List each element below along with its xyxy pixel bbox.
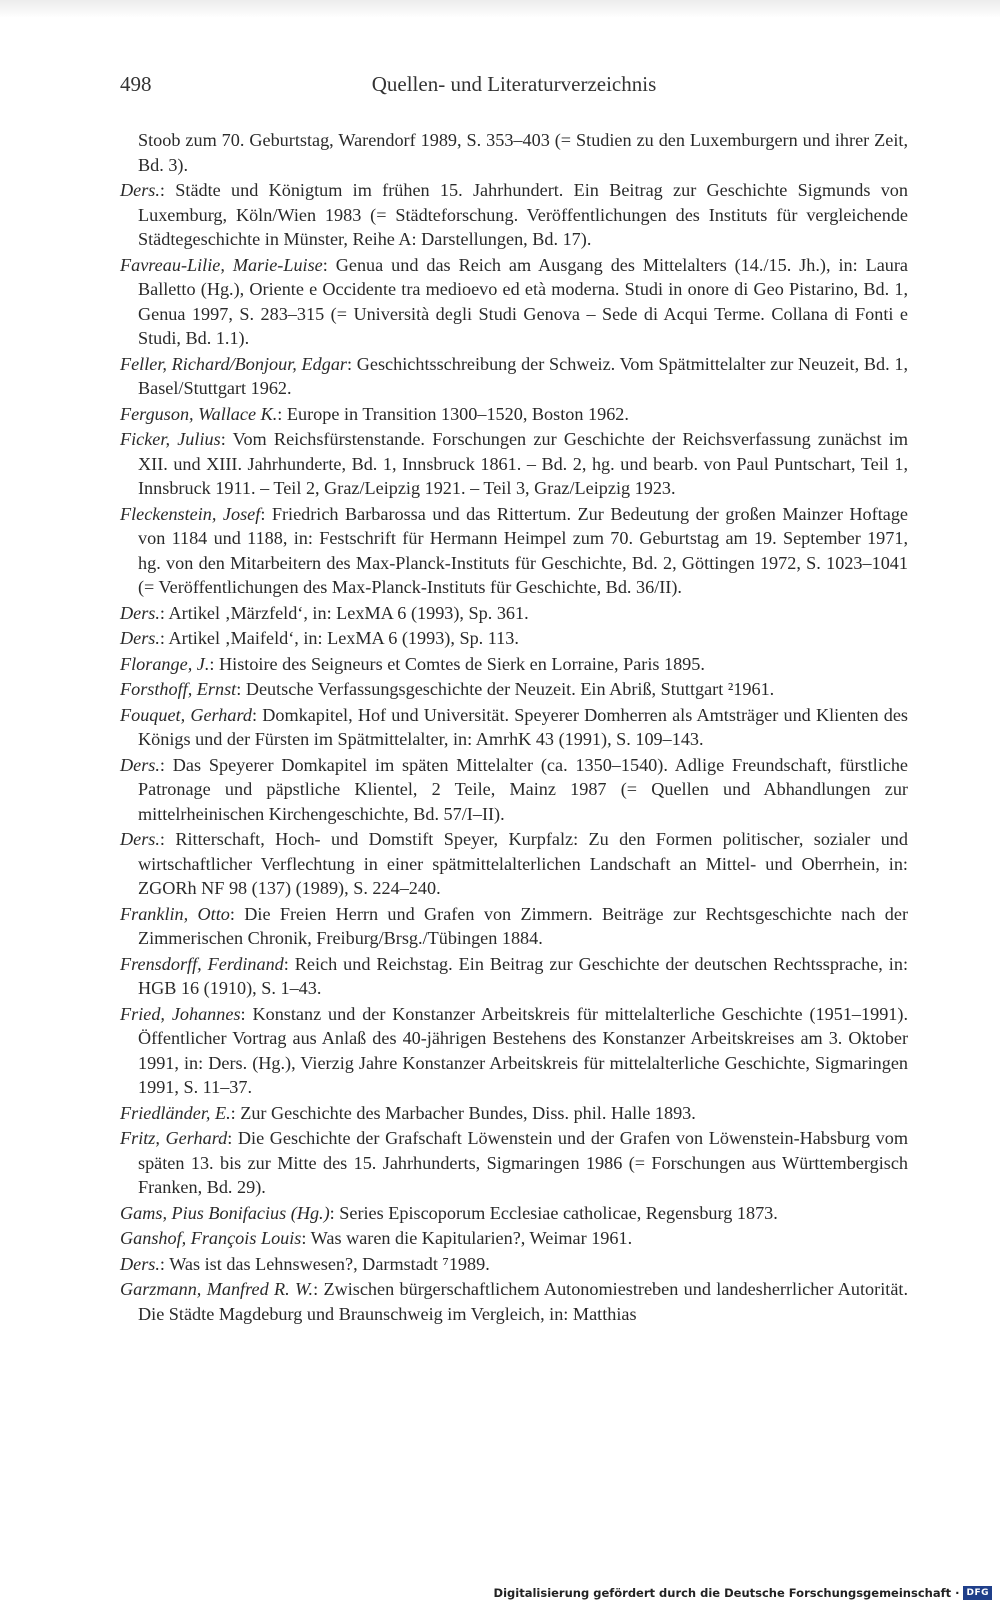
bibliography-entry: [120, 1252, 908, 1277]
entry-text: : Das Speyerer Domkapitel im späten Mittelalter (ca. 1350–1540). Adlige Freundschaft, fürstliche Patronage und päpstliche Klientel, 2 Teile, Mainz 1987 (= Quellen und Abhandlungen zur mittelrheinischen Kirchengeschichte, Bd. 57/I–II).: [138, 754, 908, 824]
entry-author: Fried, Johannes: [120, 1003, 241, 1024]
entry-text: : Vom Reichsfürstenstande. Forschungen zur Geschichte der Reichsverfassung zunächst im XII. und XIII. Jahrhunderte, Bd. 1, Innsbruck 1861. – Bd. 2, hg. und bearb. von Paul Puntschart, Teil 1, Innsbruck 1911. – Teil 2, Graz/Leipzig 1921. – Teil 3, Graz/Leipzig 1923.: [138, 429, 908, 498]
entry-author: Fleckenstein, Josef: [120, 503, 261, 524]
footer-text: Digitalisierung gefördert durch die Deutsche Forschungsgemeinschaft ·: [493, 1586, 960, 1600]
entry-text: : Was waren die Kapitularien?, Weimar 1961.: [301, 1228, 633, 1248]
entry-author: Favreau-Lilie, Marie-Luise: [120, 254, 323, 275]
bibliography-entry: [120, 1002, 908, 1100]
bibliography-entry: [120, 677, 908, 702]
entry-text: Stoob zum 70. Geburtstag, Warendorf 1989, S. 353–403 (= Studien zu den Luxemburgern und ihrer Zeit, Bd. 3).: [138, 130, 908, 175]
entry-author: Fritz, Gerhard: [120, 1128, 228, 1148]
bibliography-entry: [120, 253, 908, 351]
bibliography-entry: [120, 402, 908, 427]
entry-text: : Die Freien Herrn und Grafen von Zimmern. Beiträge zur Rechtsgeschichte nach der Zimmerischen Chronik, Freiburg/Brsg./Tübingen 1884.: [138, 903, 909, 948]
bibliography-entry: [120, 703, 908, 752]
entry-author: Ders.: [120, 754, 160, 775]
entry-text: : Geschichtsschreibung der Schweiz. Vom Spätmittelalter zur Neuzeit, Bd. 1, Basel/Stuttgart 1962.: [138, 353, 909, 398]
entry-author: Ders.: [120, 180, 160, 200]
entry-text: : Die Geschichte der Grafschaft Löwenstein und der Grafen von Löwenstein-Habsburg vom späten 13. bis zur Mitte des 15. Jahrhunderts, Sigmaringen 1986 (= Forschungen aus Württembergisch Franken, Bd. 29).: [138, 1128, 909, 1197]
entry-author: Friedländer, E.: [120, 1102, 231, 1123]
entry-author: Gams, Pius Bonifacius (Hg.): [120, 1202, 330, 1223]
page-header: [120, 72, 908, 102]
entry-author: Forsthoff, Ernst: [120, 679, 237, 699]
bibliography-entry: [120, 1201, 908, 1226]
bibliography-entry: [120, 1126, 908, 1200]
entry-author: Ders.: [120, 628, 160, 648]
bibliography-entry: [120, 902, 908, 951]
entry-text: : Histoire des Seigneurs et Comtes de Sierk en Lorraine, Paris 1895.: [209, 653, 705, 674]
entry-text: : Konstanz und der Konstanzer Arbeitskreis für mittelalterliche Geschichte (1951–1991). Öffentlicher Vortrag aus Anlaß des 40-jährigen Bestehens des Konstanzer Arbeitskreises am 3. Oktober 1991, in: Ders. (Hg.), Vierzig Jahre Konstanzer Arbeitskreis für mittelalterliche Geschichte, Sigmaringen 1991, S. 11–37.: [138, 1003, 908, 1097]
page-number: 498: [120, 72, 152, 96]
footer-credit: [494, 1583, 992, 1603]
entry-author: Ficker, Julius: [120, 429, 221, 449]
running-title: Quellen- und Literaturverzeichnis: [371, 72, 657, 96]
entry-text: : Friedrich Barbarossa und das Rittertum. Zur Bedeutung der großen Mainzer Hoftage von 1184 und 1188, in: Festschrift für Hermann Heimpel zum 70. Geburtstag am 19. September 1971, hg. von den Mitarbeitern des Max-Planck-Instituts für Geschichte, Bd. 2, Göttingen 1972, S. 1023–1041 (= Veröffentlichungen des Max-Planck-Instituts für Geschichte, Bd. 36/II).: [138, 503, 908, 597]
dfg-logo-icon: DFG: [963, 1586, 992, 1600]
entry-text: : Series Episcoporum Ecclesiae catholicae, Regensburg 1873.: [329, 1202, 778, 1223]
bibliography-entry: [120, 427, 908, 501]
bibliography-entry: [120, 1277, 908, 1326]
bibliography-entry: [120, 601, 908, 626]
entry-author: Ders.: [120, 602, 160, 623]
entry-author: Garzmann, Manfred R. W.: [120, 1279, 314, 1299]
bibliography-entry: [120, 1226, 908, 1251]
bibliography-entry: [120, 128, 908, 177]
scan-edge-shadow: [0, 0, 1000, 18]
entry-text: : Domkapitel, Hof und Universität. Speyerer Domherren als Amtsträger und Klienten des Königs und der Fürsten im Spätmittelalter, in: AmrhK 43 (1991), S. 109–143.: [138, 704, 909, 749]
entry-author: Ganshof, François Louis: [120, 1228, 302, 1248]
bibliography-entry: [120, 178, 908, 252]
entry-text: : Zur Geschichte des Marbacher Bundes, Diss. phil. Halle 1893.: [230, 1102, 696, 1123]
entry-author: Fouquet, Gerhard: [120, 704, 252, 725]
entry-author: Florange, J.: [120, 653, 210, 674]
entry-author: Ferguson, Wallace K.: [120, 403, 278, 424]
entry-author: Feller, Richard/Bonjour, Edgar: [120, 353, 347, 374]
entry-text: : Artikel ‚Maifeld‘, in: LexMA 6 (1993), Sp. 113.: [159, 628, 519, 648]
bibliography-entry: [120, 652, 908, 677]
entry-text: : Was ist das Lehnswesen?, Darmstadt ⁷1989.: [159, 1253, 490, 1274]
bibliography-entry: [120, 626, 908, 651]
entry-text: : Zwischen bürgerschaftlichem Autonomiestreben und landesherrlicher Autorität. Die Städte Magdeburg und Braunschweig im Vergleich, in: Matthias: [138, 1279, 908, 1324]
entry-text: : Genua und das Reich am Ausgang des Mittelalters (14./15. Jh.), in: Laura Balletto (Hg.), Oriente e Occidente tra medioevo ed età moderna. Studi in onore di Geo Pistarino, Bd. 1, Genua 1997, S. 283–315 (= Università degli Studi Genova – Sede di Acqui Terme. Collana di Fonti e Studi, Bd. 1.1).: [138, 254, 908, 348]
bibliography-entry: [120, 352, 908, 401]
entry-text: : Artikel ‚Märzfeld‘, in: LexMA 6 (1993), Sp. 361.: [159, 602, 529, 623]
entry-author: Ders.: [120, 829, 160, 849]
entry-text: : Ritterschaft, Hoch- und Domstift Speyer, Kurpfalz: Zu den Formen politischer, sozialer und wirtschaftlicher Verflechtung in einer spätmittelalterlichen Landschaft an Mittel- und Oberrhein, in: ZGORh NF 98 (137) (1989), S. 224–240.: [138, 829, 908, 898]
bibliography-entry: [120, 1101, 908, 1126]
entry-text: : Europe in Transition 1300–1520, Boston 1962.: [277, 403, 629, 424]
entry-text: : Städte und Königtum im frühen 15. Jahrhundert. Ein Beitrag zur Geschichte Sigmunds von Luxemburg, Köln/Wien 1983 (= Städteforschung. Veröffentlichungen des Instituts für vergleichende Städtegeschichte in Münster, Reihe A: Darstellungen, Bd. 17).: [138, 180, 908, 249]
entry-author: Frensdorff, Ferdinand: [120, 953, 284, 974]
bibliography-entry: [120, 952, 908, 1001]
entry-author: Franklin, Otto: [120, 903, 230, 924]
bibliography-entry: [120, 753, 908, 827]
entry-author: Ders.: [120, 1253, 160, 1274]
bibliography-entry: [120, 827, 908, 901]
bibliography-list: [120, 128, 908, 1327]
entry-text: : Reich und Reichstag. Ein Beitrag zur Geschichte der deutschen Rechtssprache, in: HGB 16 (1910), S. 1–43.: [138, 953, 909, 998]
bibliography-entry: [120, 502, 908, 600]
entry-text: : Deutsche Verfassungsgeschichte der Neuzeit. Ein Abriß, Stuttgart ²1961.: [236, 679, 775, 699]
